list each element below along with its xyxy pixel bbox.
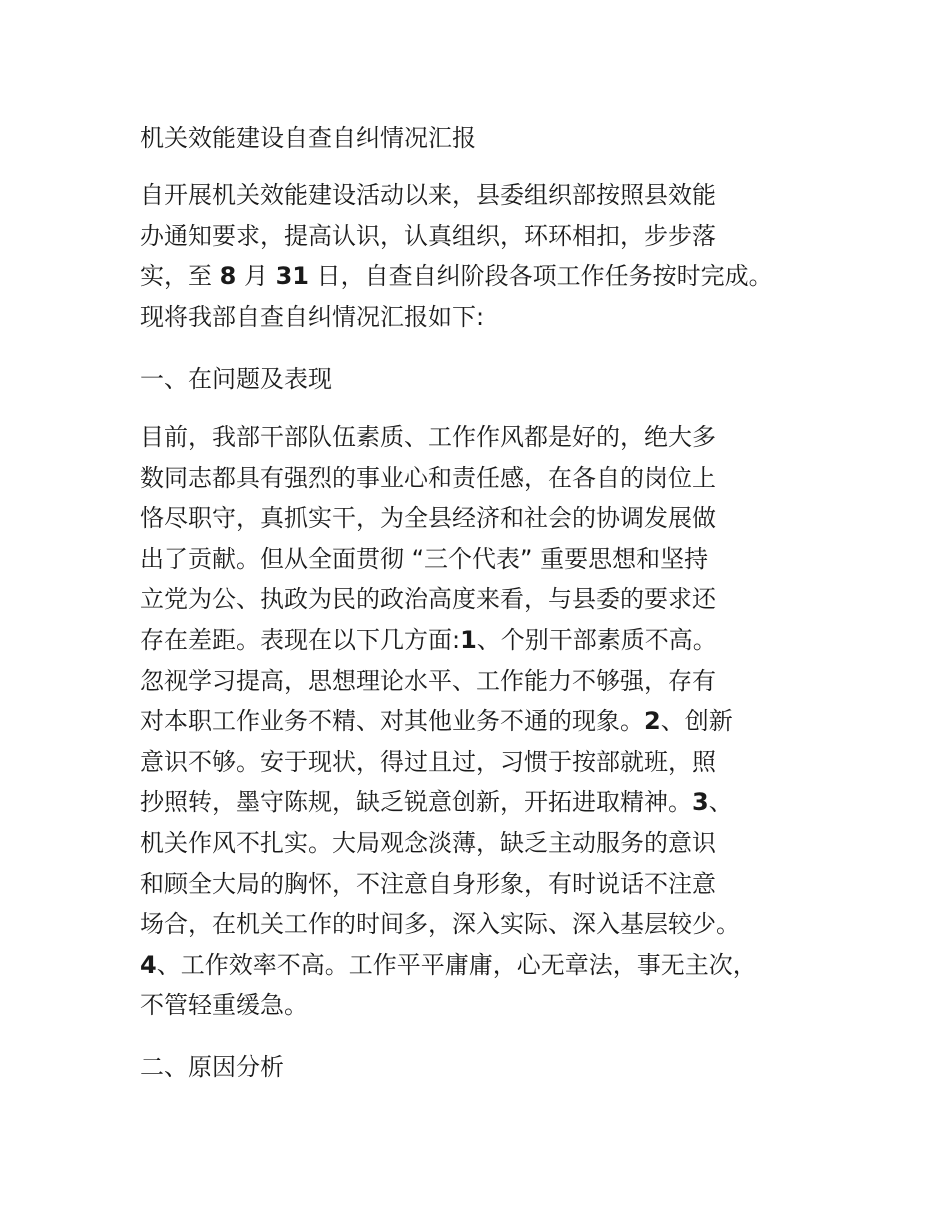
problems-line: 抄照转，墨守陈规，缺乏锐意创新，开拓进取精神。3、	[140, 788, 733, 817]
intro-paragraph	[140, 175, 773, 337]
intro-line: 自开展机关效能建设活动以来，县委组织部按照县效能	[140, 181, 716, 209]
section-heading-problems: 一、在问题及表现	[140, 365, 332, 393]
problems-line: 意识不够。安于现状，得过且过，习惯于按部就班，照	[140, 747, 716, 776]
document-title: 机关效能建设自查自纠情况汇报	[140, 124, 476, 152]
problems-line: 出了贡献。但从全面贯彻 “三个代表” 重要思想和坚持	[140, 544, 709, 573]
problems-line: 目前，我部干部队伍素质、工作作风都是好的，绝大多	[140, 423, 716, 451]
problems-line: 立党为公、执政为民的政治高度来看，与县委的要求还	[140, 585, 716, 614]
section-heading-causes: 二、原因分析	[140, 1053, 284, 1081]
intro-line: 现将我部自查自纠情况汇报如下:	[140, 302, 485, 331]
problems-line: 对本职工作业务不精、对其他业务不通的现象。2、创新	[140, 707, 733, 736]
problems-line: 存在差距。表现在以下几方面:1、个别干部素质不高。	[140, 625, 717, 654]
problems-line: 数同志都具有强烈的事业心和责任感，在各自的岗位上	[140, 463, 716, 492]
problems-line: 恪尽职守，真抓实干，为全县经济和社会的协调发展做	[140, 504, 716, 533]
intro-line: 办通知要求，提高认识，认真组织，环环相扣，步步落	[140, 221, 716, 250]
problems-line: 和顾全大局的胸怀，不注意自身形象，有时说话不注意	[140, 869, 716, 898]
problems-line: 忽视学习提高，思想理论水平、工作能力不够强，存有	[140, 666, 716, 695]
problems-line: 不管轻重缓急。	[140, 991, 308, 1020]
problems-line: 场合，在机关工作的时间多，深入实际、深入基层较少。	[140, 910, 740, 939]
intro-line: 实，至 8 月 31 日，自查自纠阶段各项工作任务按时完成。	[140, 262, 773, 291]
problems-paragraph	[140, 417, 757, 1026]
problems-line: 机关作风不扎实。大局观念淡薄，缺乏主动服务的意识	[140, 828, 716, 857]
problems-line: 4、工作效率不高。工作平平庸庸，心无章法，事无主次，	[140, 950, 757, 979]
